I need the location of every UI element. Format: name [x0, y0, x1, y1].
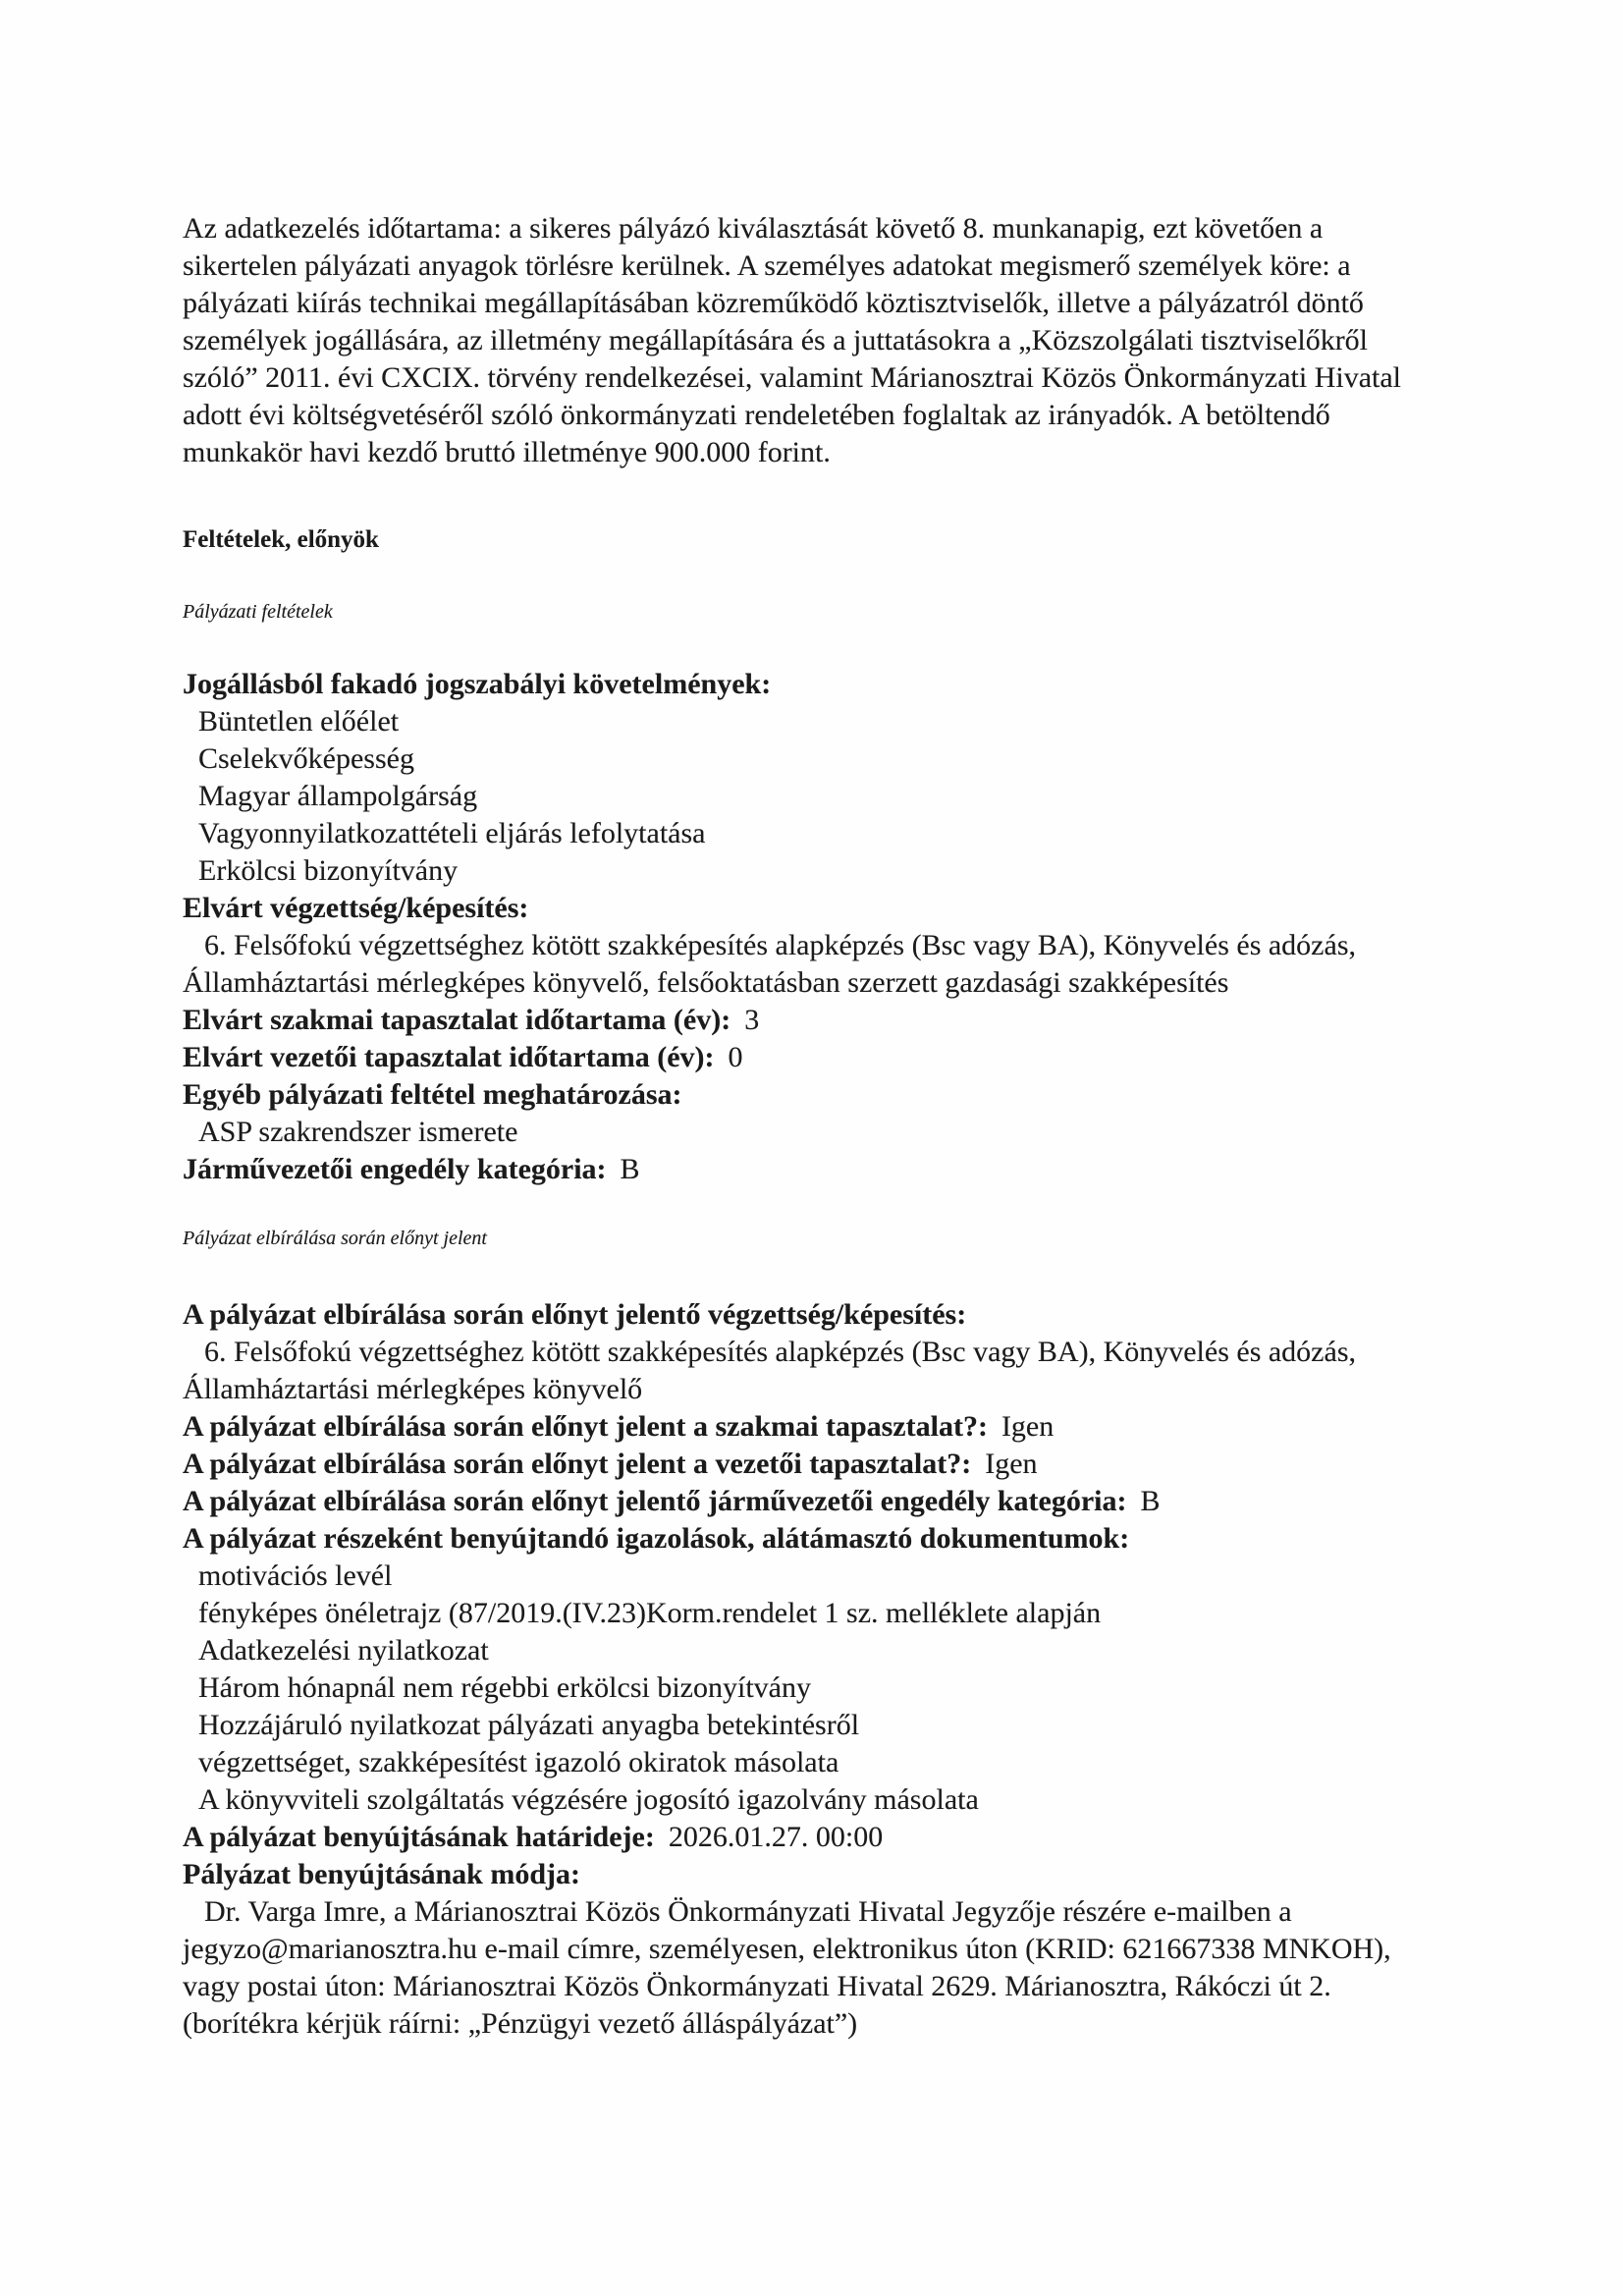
conditions-heading: Feltételek, előnyök — [183, 526, 379, 553]
expected-qualification-text: 6. Felsőfokú végzettséghez kötött szakképesítés alapképzés (Bsc vagy BA), Könyvelés és adózás, Államháztartási mérlegképes könyvelő, felsőoktatásban szerzett gazdasági szakképesítés — [183, 929, 1356, 999]
professional-experience-value: 3 — [744, 1004, 760, 1036]
legal-requirements-heading: Jogállásból fakadó jogszabályi követelmények: — [183, 668, 772, 700]
document-content — [183, 210, 1430, 2043]
advantage-leadership-value: Igen — [985, 1448, 1038, 1480]
legal-requirement-item: Cselekvőképesség — [198, 742, 414, 775]
legal-requirement-item: Magyar állampolgárság — [198, 780, 478, 812]
submission-text: Dr. Varga Imre, a Márianosztrai Közös Önkormányzati Hivatal Jegyzője részére e-mailben a jegyzo@marianosztra.hu e-mail címre, személyesen, elektronikus úton (KRID: 621667338 MNKOH), vagy postai úton: Márianosztrai Közös Önkormányzati Hivatal 2629. Márianosztra, Rákóczi út 2. (borítékra kérjük ráírni: „Pénzügyi vezető álláspályázat”) — [183, 1895, 1391, 2040]
intro-paragraph: Az adatkezelés időtartama: a sikeres pályázó kiválasztását követő 8. munkanapig, ezt követően a sikertelen pályázati anyagok törlésre kerülnek. A személyes adatokat megismerő személyek köre: a pályázati kiírás technikai megállapításában közreműködő köztisztviselők, illetve a pályázatról döntő személyek jogállására, az illetmény megállapítására és a juttatásokra a „Közszolgálati tisztviselőkről szóló” 2011. évi CXCIX. törvény rendelkezései, valamint Márianosztrai Közös Önkormányzati Hivatal adott évi költségvetéséről szóló önkormányzati rendeletében foglaltak az irányadók. A betöltendő munkakör havi kezdő bruttó illetménye 900.000 forint. — [183, 212, 1402, 468]
advantage-professional-label: A pályázat elbírálása során előnyt jelent a szakmai tapasztalat?: — [183, 1410, 988, 1443]
leadership-experience-label: Elvárt vezetői tapasztalat időtartama (év): — [183, 1041, 715, 1073]
driving-license-label: Járművezetői engedély kategória: — [183, 1153, 607, 1185]
legal-requirement-item: Vagyonnyilatkozattételi eljárás lefolytatása — [198, 817, 706, 849]
legal-requirement-item: Erkölcsi bizonyítvány — [198, 854, 459, 887]
advantage-section — [183, 1296, 1430, 2043]
advantage-professional-line — [183, 1408, 1430, 1446]
document-item: végzettséget, szakképesítést igazoló okiratok másolata — [198, 1746, 839, 1778]
other-condition-heading: Egyéb pályázati feltétel meghatározása: — [183, 1078, 682, 1111]
advantage-driving-label: A pályázat elbírálása során előnyt jelentő járművezetői engedély kategória: — [183, 1485, 1127, 1517]
driving-license-value: B — [620, 1153, 640, 1185]
deadline-value: 2026.01.27. 00:00 — [668, 1821, 884, 1853]
advantage-qualification-text: 6. Felsőfokú végzettséghez kötött szakképesítés alapképzés (Bsc vagy BA), Könyvelés és adózás, Államháztartási mérlegképes könyvelő — [183, 1336, 1356, 1405]
expected-qualification-heading: Elvárt végzettség/képesítés: — [183, 892, 529, 924]
advantage-qualification-heading: A pályázat elbírálása során előnyt jelentő végzettség/képesítés: — [183, 1298, 967, 1331]
advantage-driving-line — [183, 1483, 1430, 1520]
conditions-section — [183, 666, 1430, 1188]
driving-license-line — [183, 1151, 1430, 1188]
deadline-label: A pályázat benyújtásának határideje: — [183, 1821, 655, 1853]
submission-heading: Pályázat benyújtásának módja: — [183, 1858, 581, 1890]
document-item: motivációs levél — [198, 1559, 393, 1592]
advantage-leadership-line — [183, 1446, 1430, 1483]
deadline-line — [183, 1819, 1430, 1856]
advantage-driving-value: B — [1140, 1485, 1161, 1517]
professional-experience-line — [183, 1002, 1430, 1039]
leadership-experience-value: 0 — [728, 1041, 743, 1073]
advantage-leadership-label: A pályázat elbírálása során előnyt jelent a vezetői tapasztalat?: — [183, 1448, 972, 1480]
legal-requirement-item: Büntetlen előélet — [198, 705, 400, 738]
professional-experience-label: Elvárt szakmai tapasztalat időtartama (év): — [183, 1004, 731, 1036]
document-item: A könyvviteli szolgáltatás végzésére jogosító igazolvány másolata — [198, 1783, 979, 1816]
document-item: Három hónapnál nem régebbi erkölcsi bizonyítvány — [198, 1671, 811, 1704]
document-item: Hozzájáruló nyilatkozat pályázati anyagba betekintésről — [198, 1709, 860, 1741]
document-item: fényképes önéletrajz (87/2019.(IV.23)Korm.rendelet 1 sz. melléklete alapján — [198, 1597, 1102, 1629]
advantage-subheading: Pályázat elbírálása során előnyt jelent — [183, 1228, 487, 1249]
conditions-subheading: Pályázati feltételek — [183, 601, 333, 623]
advantage-professional-value: Igen — [1001, 1410, 1055, 1443]
leadership-experience-line — [183, 1039, 1430, 1076]
document-item: Adatkezelési nyilatkozat — [198, 1634, 489, 1667]
documents-heading: A pályázat részeként benyújtandó igazolások, alátámasztó dokumentumok: — [183, 1522, 1130, 1555]
other-condition-value: ASP szakrendszer ismerete — [198, 1116, 518, 1148]
